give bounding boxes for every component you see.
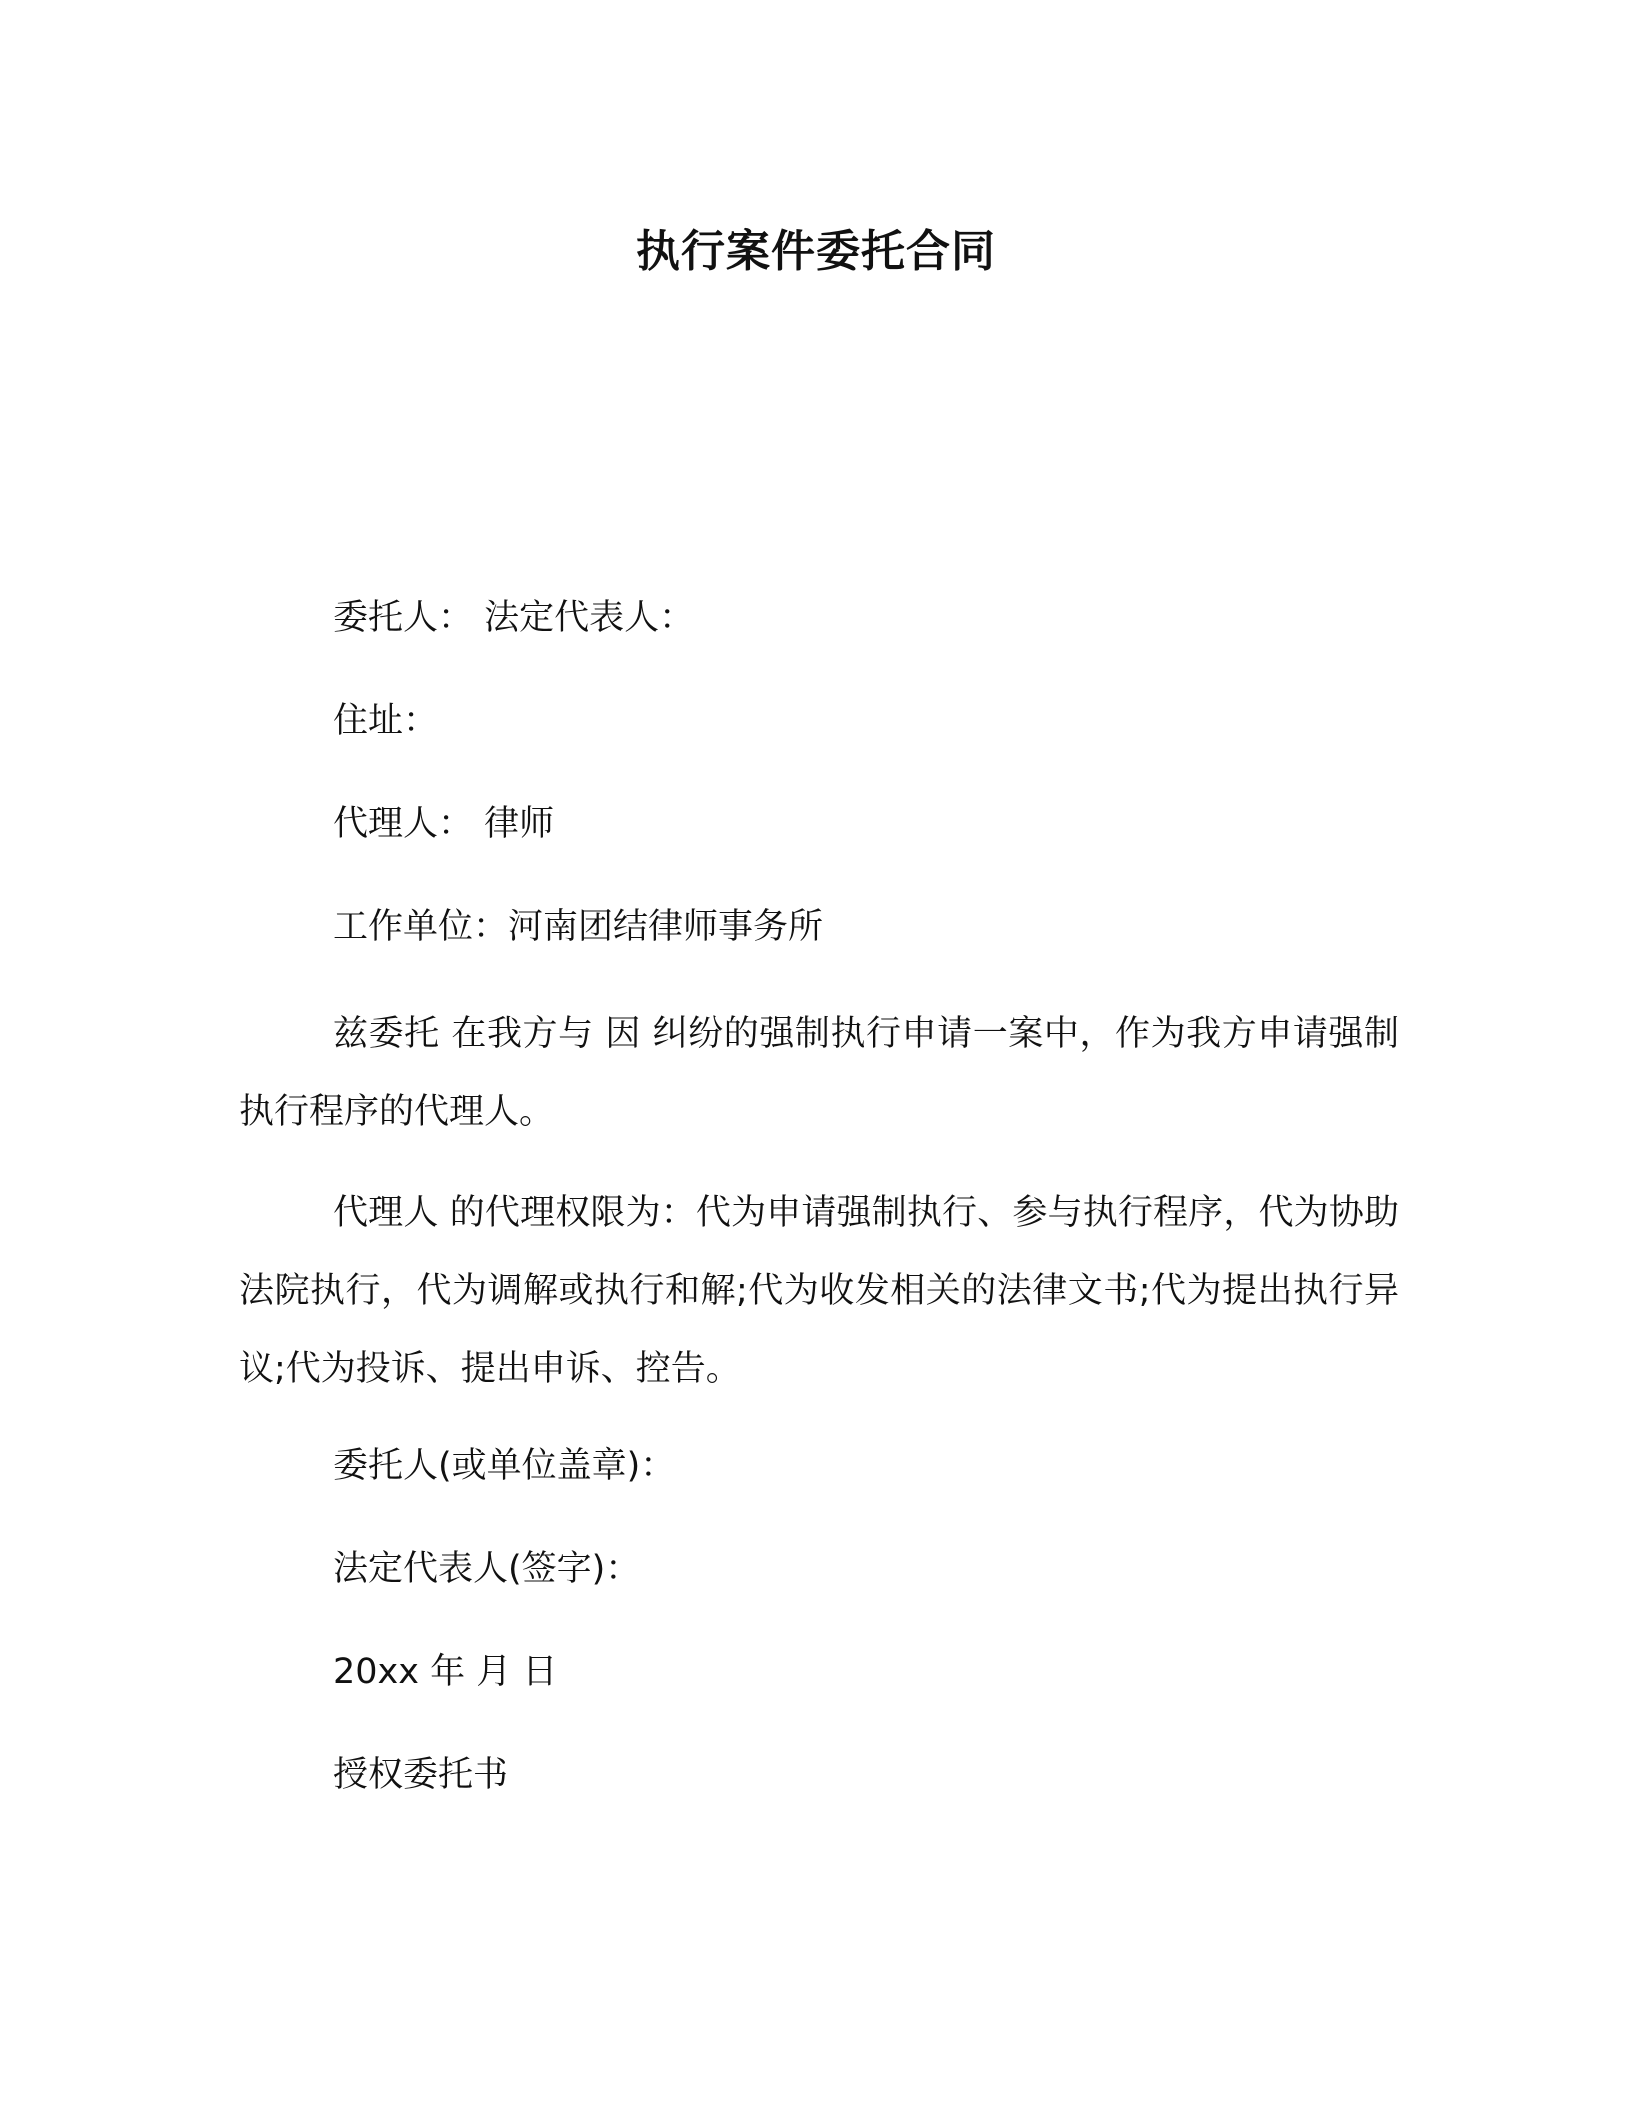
address-line: 住址： bbox=[333, 701, 439, 741]
client-line: 委托人： 法定代表人： bbox=[333, 598, 695, 638]
document-title: 执行案件委托合同 bbox=[636, 226, 996, 277]
authority-paragraph: 代理人 的代理权限为：代为申请强制执行、参与执行程序，代为协助法院执行，代为调解或执行和解;代为收发相关的法律文书;代为提出执行异议;代为投诉、提出申诉、控告。 bbox=[239, 1193, 1399, 1389]
next-section-heading: 授权委托书 bbox=[333, 1755, 509, 1795]
workplace-line: 工作单位：河南团结律师事务所 bbox=[333, 907, 824, 947]
entrustment-paragraph: 兹委托 在我方与 因 纠纷的强制执行申请一案中，作为我方申请强制执行程序的代理人。 bbox=[239, 1014, 1399, 1132]
client-seal-line: 委托人(或单位盖章)： bbox=[333, 1446, 676, 1486]
agent-line: 代理人： 律师 bbox=[333, 804, 555, 844]
legal-rep-signature-line: 法定代表人(签字)： bbox=[333, 1549, 641, 1589]
date-line: 20xx 年 月 日 bbox=[333, 1652, 558, 1692]
